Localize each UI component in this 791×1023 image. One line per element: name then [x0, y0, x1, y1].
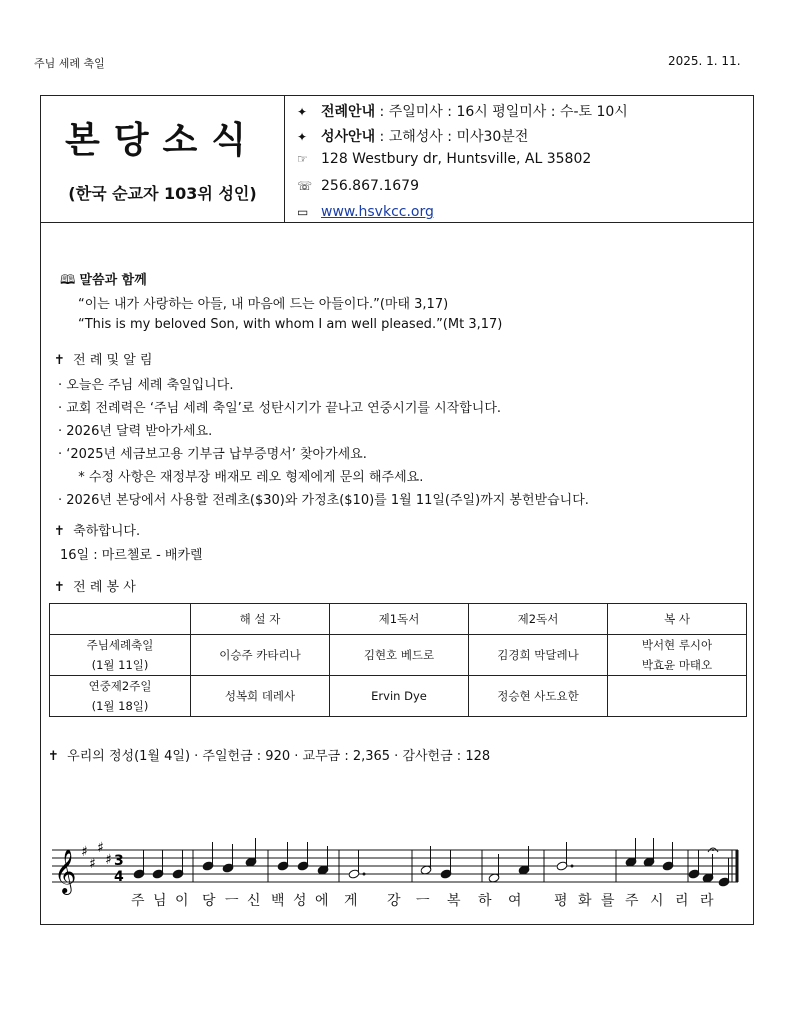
notice-item: * 수정 사항은 재정부장 배재모 레오 형제에게 문의 해주세요. — [70, 470, 424, 485]
lyric-syllable: 성 — [293, 893, 307, 909]
fermata-dot — [712, 849, 714, 851]
reading2-cell: 정승현 사도요한 — [469, 676, 608, 717]
website-info — [297, 204, 434, 220]
mass-text: : 주일미사 : 16시 평일미사 : 수-토 10시 — [375, 104, 628, 120]
service-table — [49, 603, 747, 717]
lyric-syllable: 이 — [175, 893, 189, 909]
lyric-syllable: 게 — [344, 893, 358, 909]
offering-row — [48, 745, 490, 764]
table-header-cell: 제2독서 — [469, 604, 608, 635]
address-info — [297, 151, 591, 167]
date-cell — [50, 676, 191, 717]
pointing-hand-icon: ☞ — [297, 152, 308, 166]
notice-item: · 오늘은 주님 세례 축일입니다. — [58, 378, 234, 393]
word-korean: “이는 내가 사랑하는 아들, 내 마음에 드는 아들이다.”(마태 3,17) — [78, 297, 449, 312]
service-heading: 전 례 봉 사 — [73, 580, 136, 595]
table-row — [50, 676, 747, 717]
lyric-syllable: 당 — [202, 893, 216, 909]
diamond-bullet-icon: ✦ — [297, 105, 308, 119]
cross-icon: ✝ — [54, 524, 65, 539]
issue-date: 2025. 1. 11. — [668, 54, 741, 68]
table-header-cell: 복 사 — [608, 604, 747, 635]
time-signature — [114, 853, 124, 885]
cross-icon: ✝ — [54, 580, 65, 595]
commentator-cell: 성복희 데레사 — [191, 676, 330, 717]
svg-text:♯: ♯ — [81, 844, 88, 860]
cross-icon: ✝ — [48, 749, 59, 764]
mass-label: 전례안내 — [321, 104, 376, 120]
address-text: 128 Westbury dr, Huntsville, AL 35802 — [321, 151, 592, 167]
lyric-syllable: 하 — [478, 893, 492, 909]
website-link[interactable]: www.hsvkcc.org — [321, 204, 434, 220]
date-cell — [50, 635, 191, 676]
treble-clef-icon: 𝄞 — [54, 849, 77, 893]
confession-label: 성사안내 — [321, 129, 376, 145]
congrats-heading-row — [54, 520, 140, 539]
svg-text:♯: ♯ — [89, 856, 96, 872]
lyric-syllable: 라 — [700, 893, 714, 909]
table-row — [50, 635, 747, 676]
phone-icon: ☏ — [297, 179, 313, 193]
notice-item: · 교회 전례력은 ‘주님 세례 축일’로 성탄시기가 끝나고 연중시기를 시작합니다. — [58, 401, 502, 416]
note-dot — [363, 873, 366, 876]
lyric-syllable: 신 — [247, 893, 261, 909]
key-signature — [81, 840, 112, 872]
date-subtext: (1월 11일) — [91, 658, 149, 672]
lyric-syllable: 주 — [625, 893, 639, 909]
lyric-syllable: 화 — [578, 893, 592, 909]
word-english: “This is my beloved Son, with whom I am well pleased.”(Mt 3,17) — [78, 317, 503, 332]
lyric-syllable: 시 — [650, 893, 664, 909]
lyric-syllable: 강 — [387, 893, 401, 909]
lyric-syllable: ㅡ — [416, 893, 430, 909]
server-text: 박서현 루시아 — [641, 638, 713, 652]
date-text: 연중제2주일 — [88, 679, 152, 693]
bulletin-subtitle: (한국 순교자 103위 성인) — [68, 184, 257, 203]
confession-info — [297, 126, 528, 146]
reading1-cell: Ervin Dye — [330, 676, 469, 717]
confession-text: : 고해성사 : 미사30분전 — [375, 129, 529, 145]
computer-icon: ▭ — [297, 205, 309, 219]
svg-text:3: 3 — [114, 853, 124, 869]
lyric-syllable: 평 — [554, 893, 568, 909]
word-heading-row — [60, 269, 147, 293]
lyric-syllable: 에 — [315, 893, 329, 909]
lyric-syllable: ㅡ — [225, 893, 239, 909]
lyric-syllable: 여 — [508, 893, 522, 909]
feast-label: 주님 세례 축일 — [34, 57, 105, 70]
lyric-syllable: 복 — [447, 893, 461, 909]
svg-text:♯: ♯ — [105, 852, 112, 868]
service-heading-row — [54, 576, 136, 595]
mass-info — [297, 101, 628, 121]
note-dot — [571, 865, 574, 868]
phone-info — [297, 178, 419, 194]
server-cell — [608, 676, 747, 717]
server-text: 박효윤 마태오 — [641, 658, 713, 672]
phone-text: 256.867.1679 — [321, 178, 419, 194]
reading2-cell: 김경희 막달레나 — [469, 635, 608, 676]
commentator-cell: 이승주 카타리나 — [191, 635, 330, 676]
lyric-syllable: 님 — [153, 893, 167, 909]
notices-heading: 전 례 및 알 림 — [73, 353, 153, 368]
server-cell — [608, 635, 747, 676]
notices-heading-row — [54, 349, 153, 368]
lyric-syllable: 리 — [675, 893, 689, 909]
date-subtext: (1월 18일) — [91, 699, 149, 713]
offering-text: 우리의 정성(1월 4일) · 주일헌금 : 920 · 교무금 : 2,365 · 감사헌금 : 128 — [67, 749, 491, 764]
reading1-cell: 김현호 베드로 — [330, 635, 469, 676]
table-header-row — [50, 604, 747, 635]
cross-icon: ✝ — [54, 353, 65, 368]
table-header-cell: 제1독서 — [330, 604, 469, 635]
svg-text:4: 4 — [114, 869, 124, 885]
notice-item: · ‘2025년 세금보고용 기부금 납부증명서’ 찾아가세요. — [58, 447, 367, 462]
word-heading: 말씀과 함께 — [79, 273, 147, 288]
notes — [133, 838, 730, 887]
bulletin-title: 본당소식 — [64, 120, 261, 161]
congrats-heading: 축하합니다. — [73, 524, 141, 539]
table-header-cell — [50, 604, 191, 635]
notice-item: · 2026년 달력 받아가세요. — [58, 424, 213, 439]
book-icon: 🕮 — [60, 273, 76, 288]
date-text: 주님세례축일 — [86, 638, 154, 652]
notice-item: · 2026년 본당에서 사용할 전례초($30)와 가정초($10)를 1월 11일(주일)까지 봉헌받습니다. — [58, 493, 589, 508]
hymn-lyrics — [0, 890, 791, 912]
svg-text:♯: ♯ — [97, 840, 104, 856]
table-header-cell: 해 설 자 — [191, 604, 330, 635]
lyric-syllable: 를 — [601, 893, 615, 909]
lyric-syllable: 백 — [271, 893, 285, 909]
lyric-syllable: 주 — [131, 893, 145, 909]
diamond-bullet-icon: ✦ — [297, 130, 308, 144]
congrats-line: 16일 : 마르첼로 - 배카렐 — [60, 548, 203, 563]
